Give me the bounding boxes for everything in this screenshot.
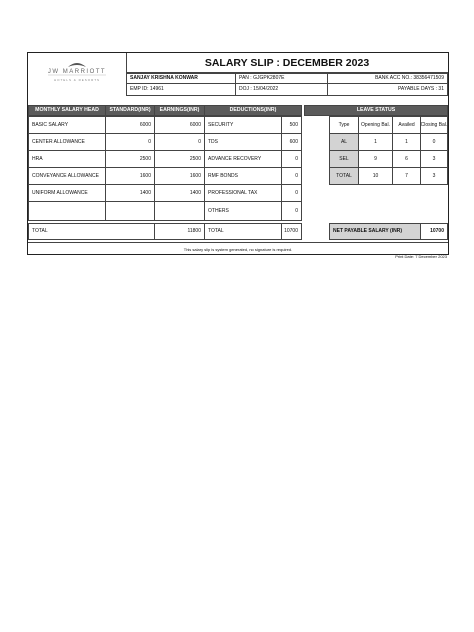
- pan-number: PAN : GJGPK2807E: [235, 72, 328, 84]
- date-of-joining: DOJ : 15/04/2022: [235, 83, 328, 96]
- leave-type: AL: [329, 133, 359, 151]
- deduction-value: 0: [281, 167, 302, 185]
- leave-closing: 3: [420, 167, 448, 185]
- earning-value: 0: [154, 133, 205, 151]
- deduction-label: RMF BONDS: [204, 167, 282, 185]
- leave-opening: 9: [358, 150, 393, 168]
- logo-subtitle: HOTELS & RESORTS: [53, 78, 101, 82]
- leave-header-closing: Closing Bal.: [420, 116, 448, 134]
- deduction-value: 0: [281, 150, 302, 168]
- col-leave-status: LEAVE STATUS: [304, 105, 448, 116]
- earning-standard: 1400: [105, 184, 155, 202]
- col-deductions: DEDUCTIONS(INR): [204, 105, 302, 116]
- col-earnings: EARNINGS(INR): [154, 105, 205, 116]
- col-standard: STANDARD(INR): [105, 105, 155, 116]
- deduction-label: TDS: [204, 133, 282, 151]
- total-label: TOTAL: [28, 223, 155, 240]
- leave-opening: 1: [358, 133, 393, 151]
- deduction-value: 600: [281, 133, 302, 151]
- deduction-label: PROFESSIONAL TAX: [204, 184, 282, 202]
- earning-head: CONVEYANCE ALLOWANCE: [28, 167, 106, 185]
- logo-brand: JW MARRIOTT: [47, 69, 107, 75]
- leave-opening: 10: [358, 167, 393, 185]
- print-date: Print Date: 7 December 2023: [395, 254, 447, 259]
- deduction-value: 0: [281, 184, 302, 202]
- earning-standard: 6000: [105, 116, 155, 134]
- col-monthly-salary-head: MONTHLY SALARY HEAD: [28, 105, 106, 116]
- leave-availed: 7: [392, 167, 421, 185]
- bank-account: BANK ACC NO.: 38356471509: [327, 72, 448, 84]
- leave-closing: 0: [420, 133, 448, 151]
- empty-cell: [28, 201, 106, 221]
- net-payable-value: 10700: [420, 223, 448, 240]
- employee-name: SANJAY KRISHNA KONWAR: [126, 72, 236, 84]
- earning-head: UNIFORM ALLOWANCE: [28, 184, 106, 202]
- earning-value: 1600: [154, 167, 205, 185]
- earning-head: BASIC SALARY: [28, 116, 106, 134]
- leave-availed: 6: [392, 150, 421, 168]
- footer-note: This salary slip is system generated, no signature is required.: [28, 242, 448, 255]
- leave-header-opening: Opening Bal.: [358, 116, 393, 134]
- payable-days: PAYABLE DAYS : 31: [327, 83, 448, 96]
- deduction-label: ADVANCE RECOVERY: [204, 150, 282, 168]
- deduction-value: 0: [281, 201, 302, 221]
- deduction-label: OTHERS: [204, 201, 282, 221]
- leave-header-type: Type: [329, 116, 359, 134]
- total-earnings: 11800: [154, 223, 205, 240]
- net-payable-label: NET PAYABLE SALARY (INR): [329, 223, 421, 240]
- earning-standard: 0: [105, 133, 155, 151]
- leave-header-availed: Availed: [392, 116, 421, 134]
- deduction-label: SECURITY: [204, 116, 282, 134]
- earning-head: CENTER ALLOWANCE: [28, 133, 106, 151]
- earning-value: 2500: [154, 150, 205, 168]
- leave-type: SEL: [329, 150, 359, 168]
- logo-area: [28, 53, 127, 96]
- emp-id: EMP ID: 14961: [126, 83, 236, 96]
- earning-head: HRA: [28, 150, 106, 168]
- earning-standard: 1600: [105, 167, 155, 185]
- page-title: SALARY SLIP : DECEMBER 2023: [126, 53, 448, 74]
- leave-closing: 3: [420, 150, 448, 168]
- leave-type: TOTAL: [329, 167, 359, 185]
- deduction-value: 500: [281, 116, 302, 134]
- leave-availed: 1: [392, 133, 421, 151]
- earning-value: 1400: [154, 184, 205, 202]
- salary-slip: [27, 52, 449, 255]
- empty-cell: [105, 201, 155, 221]
- total-deductions: 10700: [281, 223, 302, 240]
- earning-standard: 2500: [105, 150, 155, 168]
- empty-cell: [154, 201, 205, 221]
- total-deduction-label: TOTAL: [204, 223, 282, 240]
- earning-value: 6000: [154, 116, 205, 134]
